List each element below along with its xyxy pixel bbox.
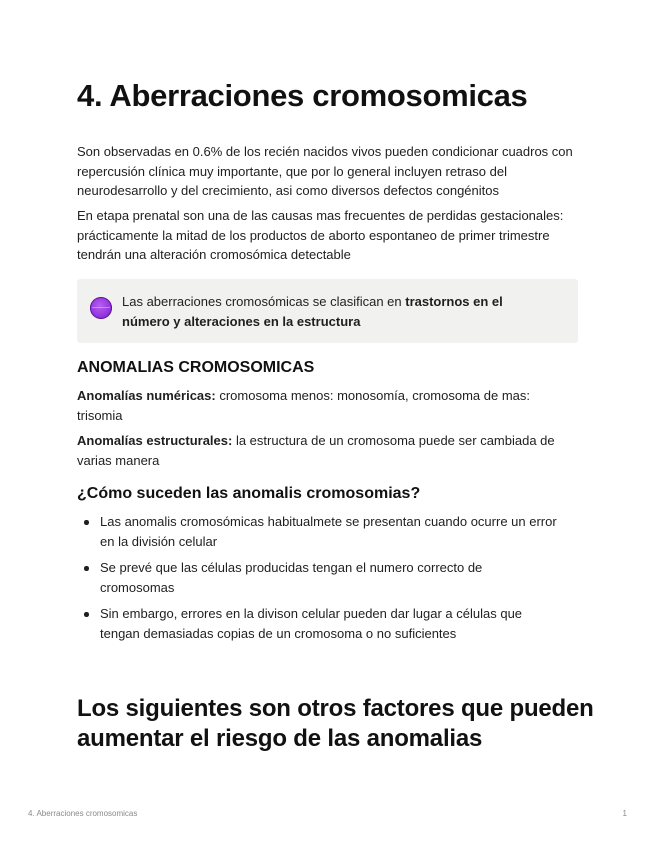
numeric-anomalies-label: Anomalías numéricas: bbox=[77, 388, 216, 403]
factors-heading: Los siguientes son otros factores que pueden aumentar el riesgo de las anomalias bbox=[77, 695, 594, 752]
structural-anomalies-text: la estructura de un cromosoma puede ser cambiada de varias manera bbox=[77, 433, 555, 468]
numeric-anomalies-text: cromosoma menos: monosomía, cromosoma de mas: trisomia bbox=[77, 388, 530, 423]
numeric-anomalies-definition bbox=[77, 386, 579, 425]
bullet-dot-icon bbox=[84, 566, 89, 571]
list-item-text: Sin embargo, errores en la divison celular pueden dar lugar a células que tengan demasiadas copias de un cromosoma o no suficientes bbox=[100, 606, 523, 641]
bullet-list bbox=[77, 512, 557, 650]
list-item-text: Se prevé que las células producidas tengan el numero correcto de cromosomas bbox=[100, 560, 483, 595]
list-item bbox=[77, 604, 557, 644]
anomalias-heading: ANOMALIAS CROMOSOMICAS bbox=[77, 359, 315, 376]
footer-document-title: 4. Aberraciones cromosomicas bbox=[28, 809, 138, 818]
intro-paragraph: Son observadas en 0.6% de los recién nacidos vivos pueden condicionar cuadros con repercusión clínica muy importante, que por lo general incluyen retraso del neurodesarrollo y del crecimiento, asi como diversos defectos congénitos bbox=[77, 144, 573, 198]
callout-box bbox=[77, 279, 578, 343]
structural-anomalies-label: Anomalías estructurales: bbox=[77, 433, 233, 448]
callout-text bbox=[122, 292, 542, 332]
purple-circle-icon bbox=[90, 297, 112, 319]
list-item bbox=[77, 512, 557, 552]
callout-text-regular: Las aberraciones cromosómicas se clasifican en bbox=[122, 294, 406, 309]
list-item bbox=[77, 558, 557, 598]
como-suceden-heading: ¿Cómo suceden las anomalis cromosomias? bbox=[77, 485, 421, 502]
footer-page-number: 1 bbox=[622, 809, 627, 818]
bullet-dot-icon bbox=[84, 520, 89, 525]
structural-anomalies-definition bbox=[77, 431, 579, 470]
page-title: 4. Aberraciones cromosomicas bbox=[77, 78, 528, 113]
prenatal-paragraph: En etapa prenatal son una de las causas mas frecuentes de perdidas gestacionales: prácticamente la mitad de los productos de aborto espontaneo de primer trimestre tendrán una alteración cromosómica detectable bbox=[77, 208, 564, 262]
list-item-text: Las anomalis cromosómicas habitualmete se presentan cuando ocurre un error en la división celular bbox=[100, 514, 557, 549]
bullet-dot-icon bbox=[84, 612, 89, 617]
callout-text-bold: trastornos en el número y alteraciones en la estructura bbox=[122, 294, 503, 329]
